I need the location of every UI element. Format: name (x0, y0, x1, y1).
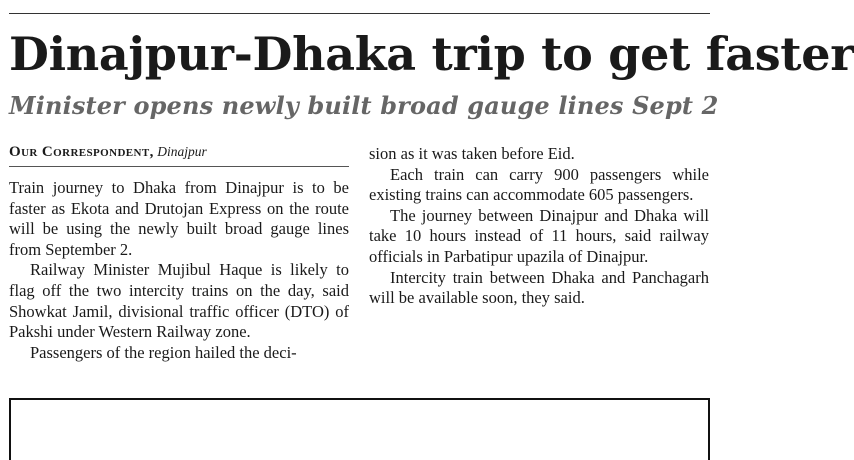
article-paragraph: Intercity train between Dhaka and Panchagarh will be available soon, they said. (369, 267, 709, 308)
top-rule (9, 13, 710, 14)
byline-rule (9, 166, 349, 167)
article-paragraph: The journey between Dinajpur and Dhaka will take 10 hours instead of 11 hours, said railway officials in Parbatipur upazila of Dinajpur. (369, 205, 709, 266)
subheadline: Minister opens newly built broad gauge lines Sept 2 (9, 91, 719, 120)
article-paragraph: sion as it was taken before Eid. (369, 144, 575, 163)
article-column-right (369, 144, 709, 309)
byline-author: Our Correspondent, (9, 144, 154, 160)
article-paragraph: Train journey to Dhaka from Dinajpur is to be faster as Ekota and Drutojan Express on the route will be using the newly built broad gauge lines from September 2. (9, 178, 349, 259)
byline-location: Dinajpur (157, 144, 207, 159)
byline (9, 143, 349, 162)
next-article-border (9, 398, 710, 460)
headline: Dinajpur-Dhaka trip to get faster (9, 27, 854, 81)
article-column-left (9, 143, 349, 363)
article-paragraph: Each train can carry 900 passengers while existing trains can accommodate 605 passengers. (369, 164, 709, 205)
article-paragraph: Passengers of the region hailed the deci- (30, 342, 297, 362)
article-paragraph: Railway Minister Mujibul Haque is likely to flag off the two intercity trains on the day, said Showkat Jamil, divisional traffic officer (DTO) of Pakshi under Western Railway zone. (9, 260, 349, 342)
